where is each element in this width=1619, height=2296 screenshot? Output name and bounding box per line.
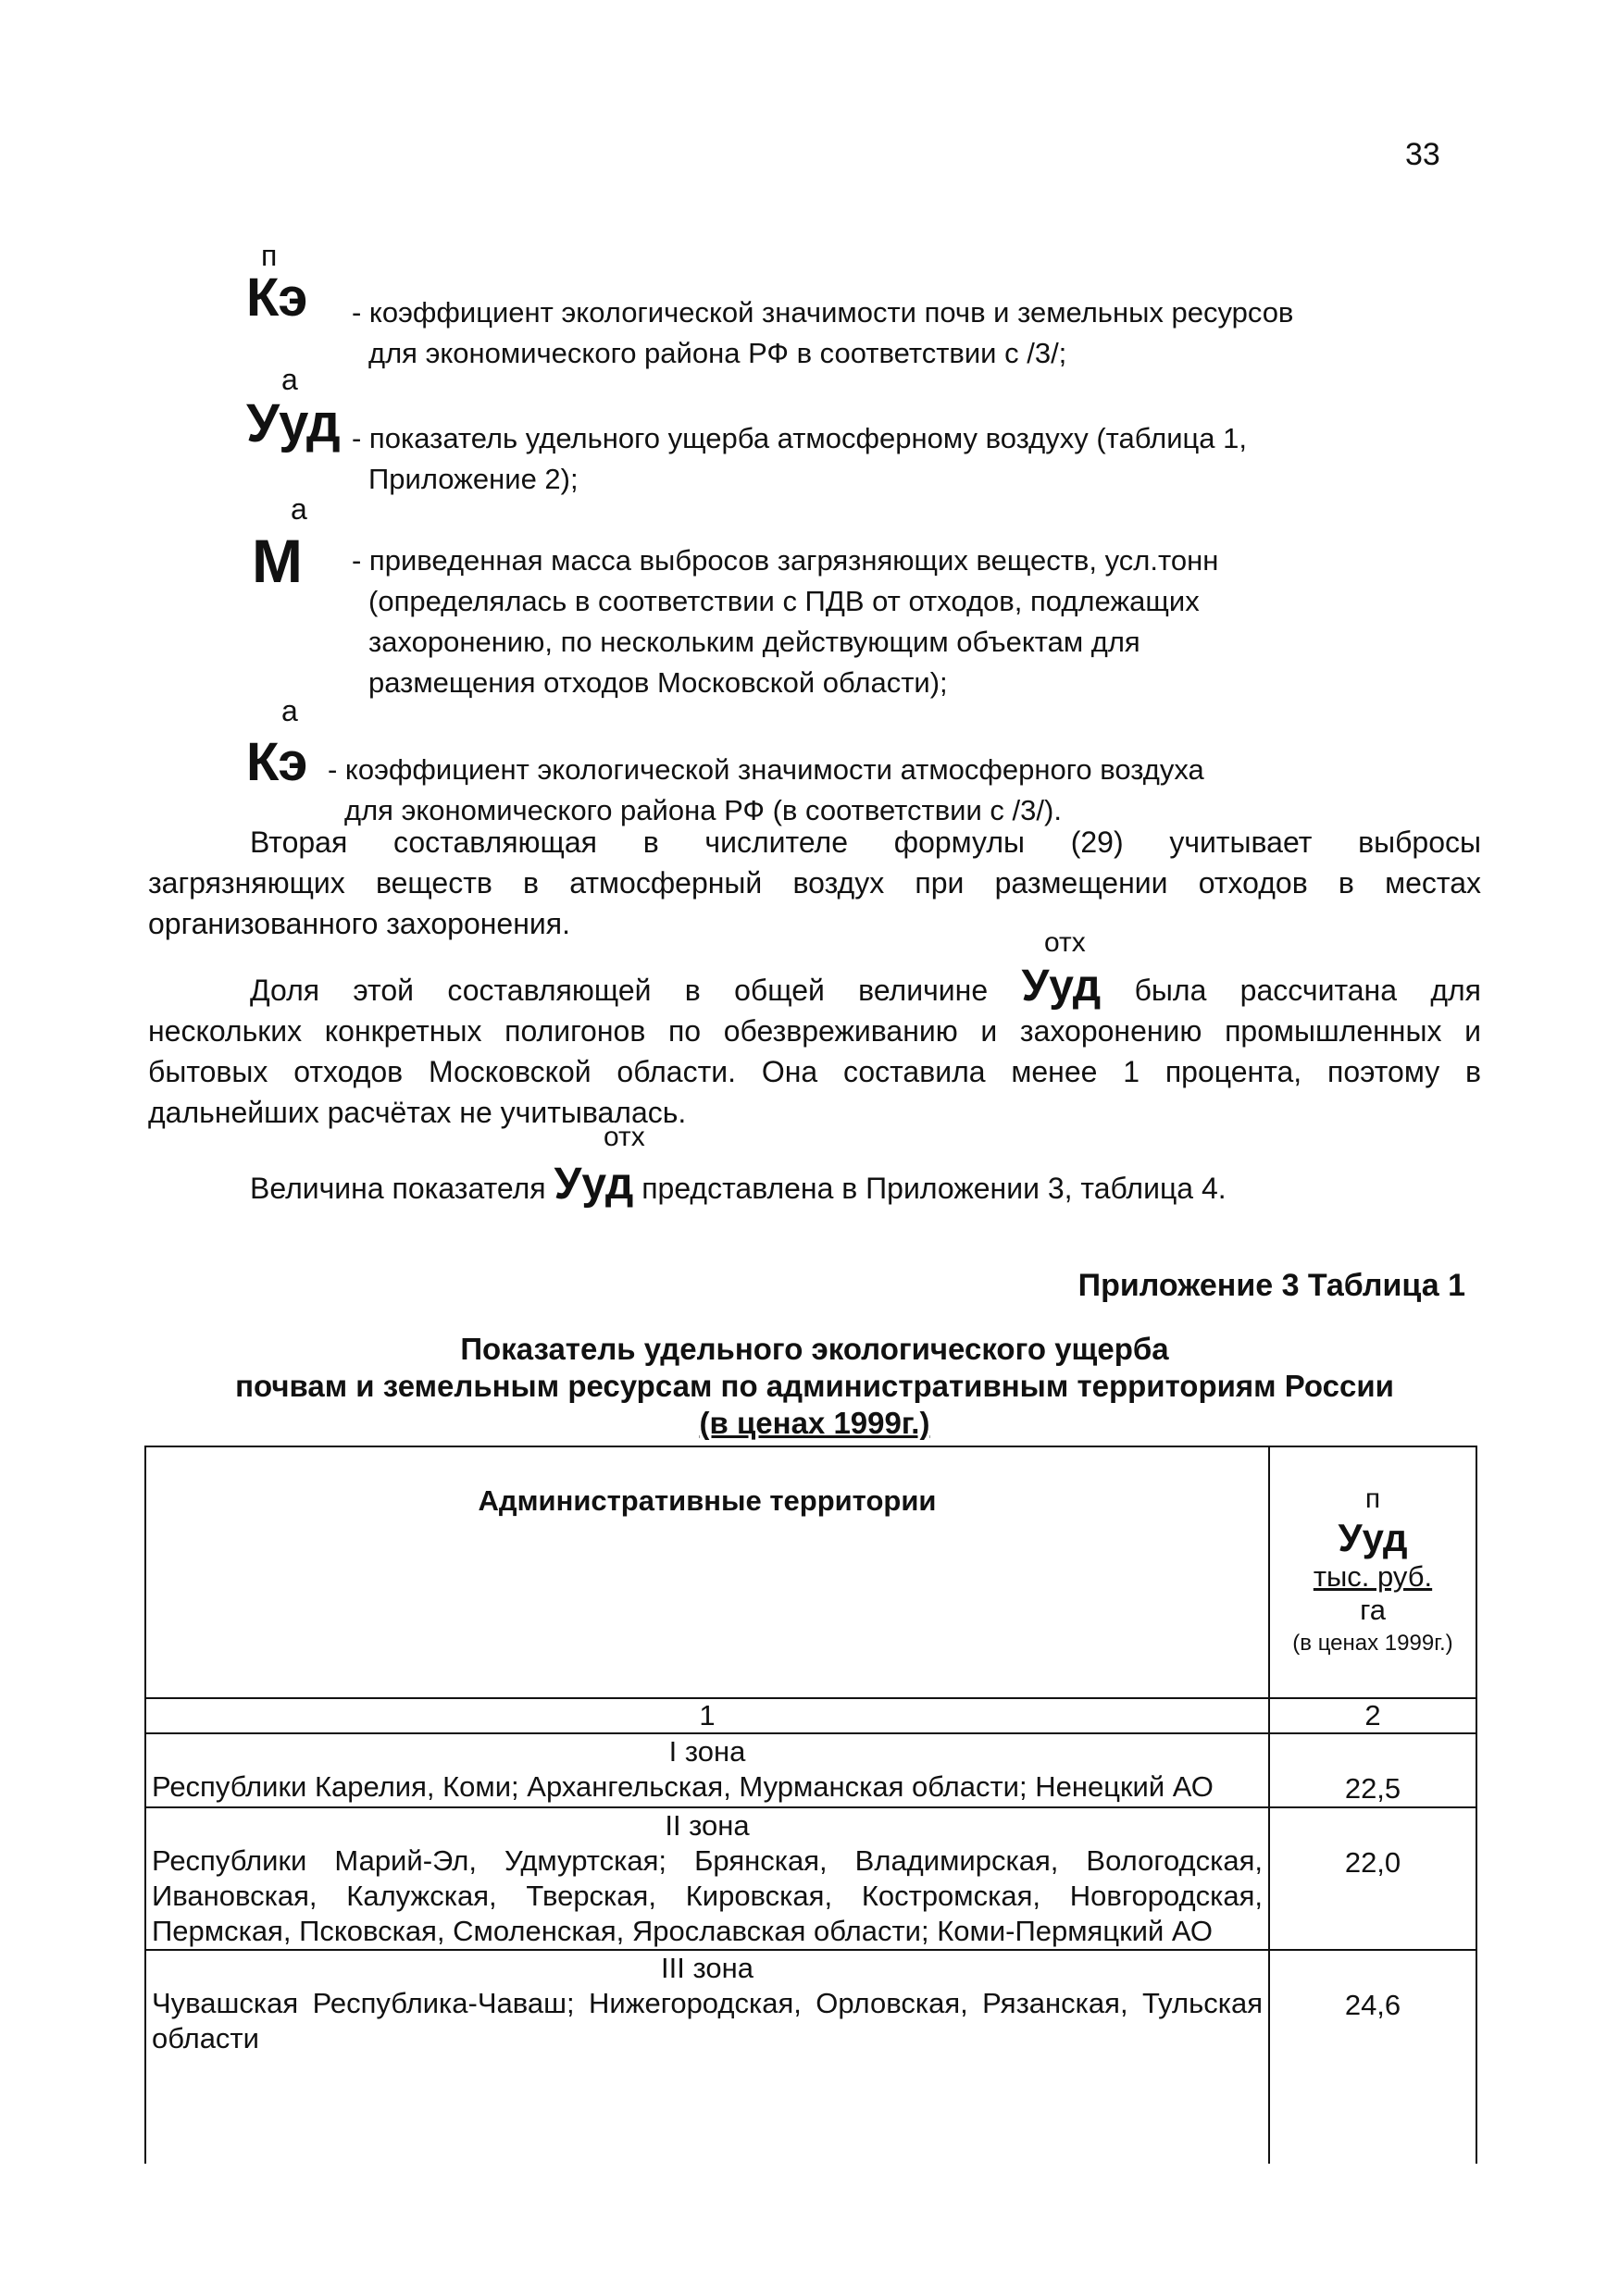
table-header-row	[145, 1446, 1476, 1698]
header-uud	[1269, 1446, 1476, 1698]
caption-line: (в ценах 1999г.)	[699, 1406, 930, 1440]
zone-cell	[145, 1807, 1269, 1950]
symbol-superscript: п	[261, 239, 278, 272]
header-unit-top: тыс. руб.	[1313, 1560, 1433, 1593]
zone-cell	[145, 1733, 1269, 1807]
zone-cell	[145, 1950, 1269, 2164]
table-column-numbers	[145, 1698, 1476, 1733]
definition-line: Приложение 2);	[368, 463, 579, 495]
paragraph-line	[250, 1160, 1361, 1209]
paragraph-line: дальнейших расчётах не учитывалась.	[148, 1096, 687, 1129]
definition-ke-soil	[246, 239, 1472, 369]
definition-text	[352, 540, 1218, 703]
paragraph-line: загрязняющих веществ в атмосферный воздух при размещении отходов в местах	[148, 866, 1481, 900]
zone-value: 22,0	[1269, 1807, 1476, 1950]
paragraph-value	[250, 1160, 1361, 1209]
uud-symbol: Ууд	[1021, 962, 1102, 1011]
zone-value: 22,5	[1269, 1733, 1476, 1807]
zone-name: II зона	[665, 1809, 750, 1842]
symbol-superscript: а	[291, 492, 307, 526]
table-row	[145, 1807, 1476, 1950]
definition-line: - показатель удельного ущерба атмосферному воздуху (таблица 1,	[352, 422, 1247, 454]
zone-description: Республики Карелия, Коми; Архангельская, Мурманская области; Ненецкий АО	[152, 1770, 1214, 1803]
definition-text	[352, 292, 1293, 374]
page-number: 33	[1405, 137, 1440, 172]
paragraph-text: Величина показателя	[250, 1172, 546, 1205]
table-row	[145, 1733, 1476, 1807]
paragraph-text: Доля этой составляющей в общей величине	[250, 974, 989, 1007]
paragraph-share	[148, 962, 1482, 1133]
otx-superscript: отх	[1044, 927, 1086, 958]
symbol-superscript: а	[281, 363, 298, 396]
paragraph-second-component	[148, 822, 1481, 944]
caption-line: почвам и земельным ресурсам по административным территориям России	[235, 1369, 1394, 1403]
paragraph-text: представлена в Приложении 3, таблица 4.	[641, 1172, 1227, 1205]
zone-description: Республики Марий-Эл, Удмуртская; Брянская, Владимирская, Вологодская, Ивановская, Калужская, Тверская, Кировская, Костромская, Новгородская, Пермская, Псковская, Смоленская, Ярославская области; Коми-Пермяцкий АО	[152, 1844, 1263, 1947]
paragraph-line: Вторая составляющая в числителе формулы (29) учитывает выбросы	[250, 825, 1481, 859]
definition-line: - приведенная масса выбросов загрязняющих веществ, усл.тонн	[352, 544, 1219, 577]
definition-uud-air	[246, 363, 1472, 495]
definition-text	[328, 750, 1204, 831]
otx-superscript: отх	[604, 1122, 645, 1152]
column-number: 1	[145, 1698, 1269, 1733]
paragraph-line: нескольких конкретных полигонов по обезвреживанию и захоронению промышленных и	[148, 1014, 1481, 1048]
paragraph-line: организованного захоронения.	[148, 907, 570, 940]
caption-line: Показатель удельного экологического ущерба	[460, 1332, 1169, 1366]
zone-description: Чувашская Республика-Чаваш; Нижегородская, Орловская, Рязанская, Тульская области	[152, 1987, 1263, 2054]
header-symbol: Ууд	[1338, 1516, 1408, 1559]
paragraph-text: была рассчитана для	[1134, 974, 1482, 1007]
definition-line: захоронению, по нескольким действующим объектам для	[368, 626, 1140, 658]
definition-line: - коэффициент экологической значимости почв и земельных ресурсов	[352, 296, 1294, 329]
definition-line: (определялась в соответствии с ПДВ от отходов, подлежащих	[368, 585, 1200, 617]
symbol-main: Кэ	[246, 732, 307, 792]
table-caption	[148, 1331, 1481, 1442]
symbol-superscript: а	[281, 694, 298, 727]
column-number: 2	[1269, 1698, 1476, 1733]
definition-ke-air	[246, 694, 1472, 826]
symbol-main: Ууд	[246, 393, 340, 453]
definition-line: для экономического района РФ в соответствии с /3/;	[368, 337, 1067, 369]
zone-name: I зона	[668, 1735, 746, 1768]
definition-line: - коэффициент экологической значимости атмосферного воздуха	[328, 753, 1204, 786]
symbol-main: Кэ	[246, 267, 307, 328]
definition-line: размещения отходов Московской области);	[368, 666, 948, 699]
zone-value: 24,6	[1269, 1950, 1476, 2164]
definition-mass	[250, 492, 1472, 699]
header-unit-bottom: га	[1360, 1594, 1386, 1626]
zone-name: III зона	[661, 1952, 753, 1984]
paragraph-line-first	[148, 962, 1482, 1011]
header-superscript: п	[1364, 1483, 1381, 1514]
damage-table	[144, 1446, 1477, 2164]
symbol-main: М	[252, 527, 302, 595]
table-row	[145, 1950, 1476, 2164]
header-note: (в ценах 1999г.)	[1292, 1631, 1453, 1656]
header-territories: Административные территории	[145, 1446, 1269, 1698]
definition-line: для экономического района РФ (в соответствии с /3/).	[344, 794, 1062, 826]
paragraph-line: бытовых отходов Московской области. Она составила менее 1 процента, поэтому в	[148, 1055, 1481, 1088]
appendix-title: Приложение 3 Таблица 1	[1077, 1268, 1465, 1303]
uud-symbol: Ууд	[554, 1160, 634, 1209]
definition-text	[352, 418, 1247, 500]
